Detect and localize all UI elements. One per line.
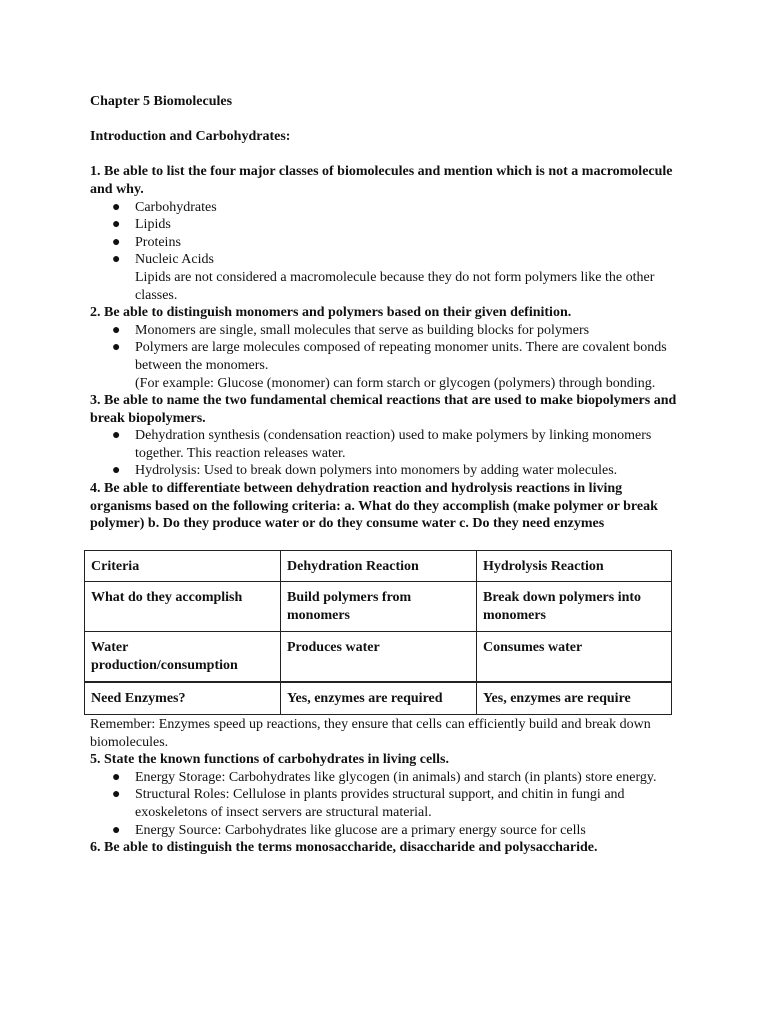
list-item: ● Hydrolysis: Used to break down polymers into monomers by adding water molecules. (112, 463, 618, 479)
list-item: ● Proteins (112, 234, 181, 250)
bullet-icon: ● (112, 322, 121, 338)
q1-list (90, 199, 680, 269)
table-row (85, 582, 672, 632)
table-header-cell: Dehydration Reaction (281, 550, 477, 582)
criteria-table (84, 550, 672, 715)
table-header-cell: Hydrolysis Reaction (477, 550, 672, 582)
list-item: ● Dehydration synthesis (condensation reaction) used to make polymers by linking monomers together. This reaction releases water. (112, 428, 652, 461)
table-row (85, 682, 672, 714)
list-item: ● Monomers are single, small molecules that serve as building blocks for polymers (112, 322, 590, 338)
bullet-icon: ● (112, 769, 121, 785)
list-item: ● Carbohydrates (112, 199, 217, 215)
table-cell: What do they accomplish (85, 582, 281, 632)
list-item: ● Polymers are large molecules composed of repeating monomer units. There are covalent bonds between the monomers. (112, 340, 667, 373)
list-item: ● Nucleic Acids (112, 252, 214, 268)
bullet-icon: ● (112, 787, 121, 803)
question-5: 5. State the known functions of carbohydrates in living cells. (90, 752, 449, 768)
chapter-title: Chapter 5 Biomolecules (90, 94, 233, 109)
table-row (85, 632, 672, 683)
section-heading: Introduction and Carbohydrates: (90, 129, 291, 145)
bullet-icon: ● (112, 428, 121, 444)
bullet-icon: ● (112, 199, 121, 215)
bullet-icon: ● (112, 822, 121, 838)
table-cell: Need Enzymes? (85, 682, 281, 714)
table-header-cell: Criteria (85, 550, 281, 582)
table-cell: Yes, enzymes are require (477, 682, 672, 714)
q2-list (90, 322, 680, 375)
table-cell: Consumes water (477, 632, 672, 683)
remember-note: Remember: Enzymes speed up reactions, they ensure that cells can efficiently build and break down biomolecules. (90, 717, 651, 750)
question-3: 3. Be able to name the two fundamental chemical reactions that are used to make biopolymers and break biopolymers. (90, 393, 677, 426)
list-item: ● Energy Storage: Carbohydrates like glycogen (in animals) and starch (in plants) store energy. (112, 769, 657, 785)
bullet-icon: ● (112, 463, 121, 479)
table-cell: Build polymers from monomers (281, 582, 477, 632)
bullet-icon: ● (112, 252, 121, 268)
q2-example: (For example: Glucose (monomer) can form starch or glycogen (polymers) through bonding. (135, 375, 656, 391)
list-item: ● Lipids (112, 217, 171, 233)
list-item: ● Structural Roles: Cellulose in plants provides structural support, and chitin in fungi and exoskeletons of insect servers are structural material. (112, 787, 625, 820)
table-header-row (85, 550, 672, 582)
table-cell: Break down polymers into monomers (477, 582, 672, 632)
question-4: 4. Be able to differentiate between dehydration reaction and hydrolysis reactions in living organisms based on the following criteria: a. What do they accomplish (make polymer or break polymer) b. Do they produce water or do they consume water c. Do they need enzymes (90, 481, 658, 532)
table-cell: Water production/consumption (85, 632, 281, 683)
bullet-icon: ● (112, 234, 121, 250)
bullet-icon: ● (112, 217, 121, 233)
q5-list (90, 769, 680, 839)
table-cell: Produces water (281, 632, 477, 683)
document-content (90, 93, 680, 857)
question-1: 1. Be able to list the four major classes of biomolecules and mention which is not a macromolecule and why. (90, 164, 673, 197)
question-2: 2. Be able to distinguish monomers and polymers based on their given definition. (90, 305, 572, 321)
question-6: 6. Be able to distinguish the terms monosaccharide, disaccharide and polysaccharide. (90, 840, 598, 856)
table-cell: Yes, enzymes are required (281, 682, 477, 714)
list-item: ● Energy Source: Carbohydrates like glucose are a primary energy source for cells (112, 822, 586, 838)
q1-note: Lipids are not considered a macromolecule because they do not form polymers like the other classes. (135, 269, 655, 303)
bullet-icon: ● (112, 340, 121, 356)
q3-list (90, 427, 680, 480)
